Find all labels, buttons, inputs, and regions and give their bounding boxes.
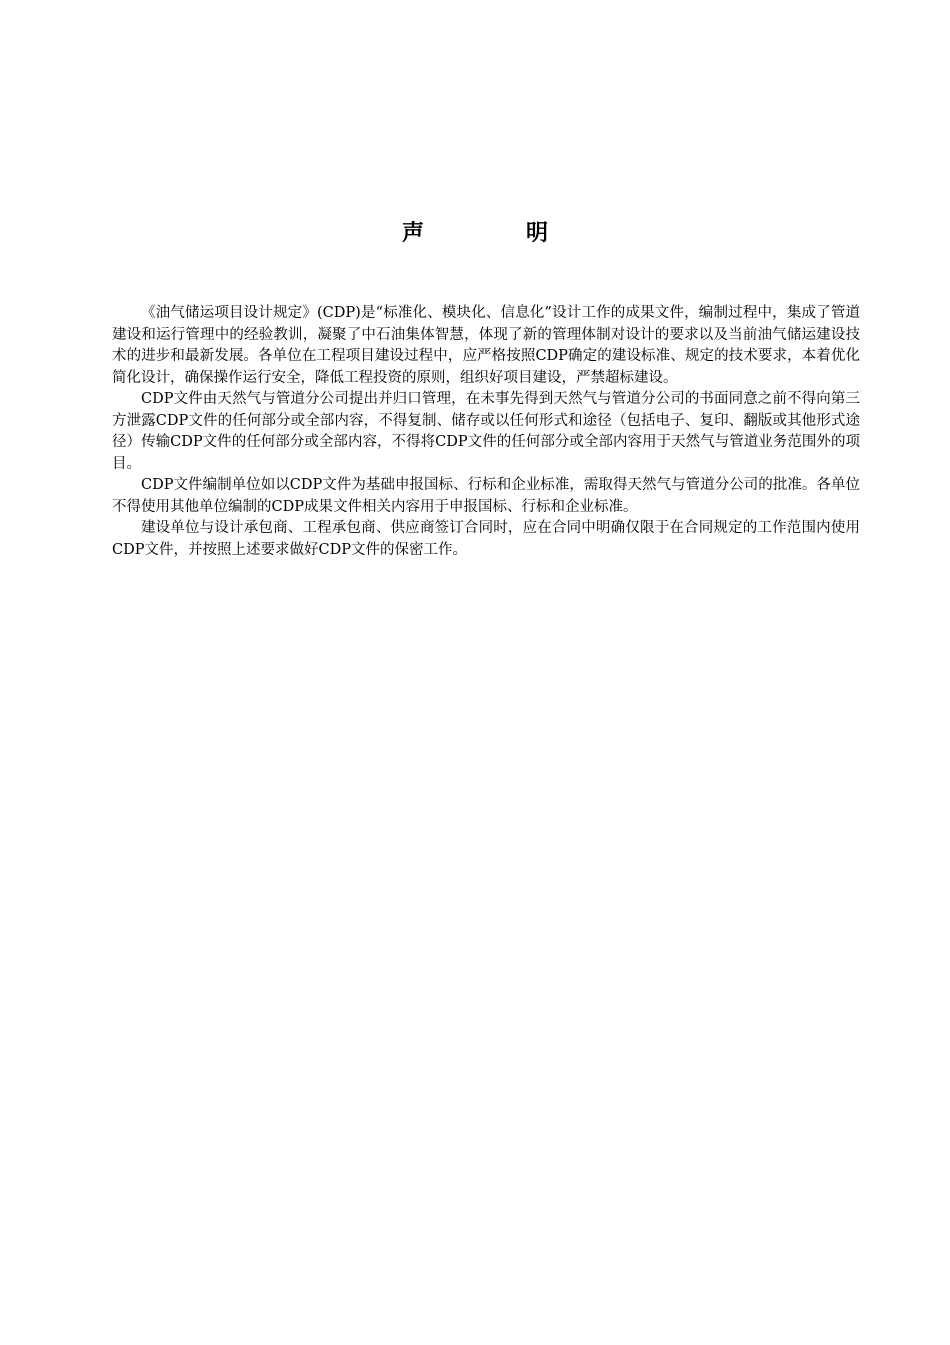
paragraph-2: CDP文件由天然气与管道分公司提出并归口管理，在未事先得到天然气与管道分公司的书面同意之前不得向第三方泄露CDP文件的任何部分或全部内容，不得复制、储存或以任何形式和途径（包括电子、复印、翻版或其他形式途径）传输CDP文件的任何部分或全部内容，不得将CDP文件的任何部分或全部内容用于天然气与管道业务范围外的项目。 xyxy=(112,391,860,472)
paragraph-4: 建设单位与设计承包商、工程承包商、供应商签订合同时，应在合同中明确仅限于在合同规定的工作范围内使用CDP文件，并按照上述要求做好CDP文件的保密工作。 xyxy=(112,520,860,558)
page-title: 声 明 xyxy=(401,221,588,246)
paragraph-3: CDP文件编制单位如以CDP文件为基础申报国标、行标和企业标准，需取得天然气与管道分公司的批准。各单位不得使用其他单位编制的CDP成果文件相关内容用于申报国标、行标和企业标准。 xyxy=(112,477,860,515)
paragraph-1: 《油气储运项目设计规定》(CDP)是“标准化、模块化、信息化”设计工作的成果文件，编制过程中，集成了管道建设和运行管理中的经验教训，凝聚了中石油集体智慧，体现了新的管理体制对设计的要求以及当前油气储运建设技术的进步和最新发展。各单位在工程项目建设过程中，应严格按照CDP确定的建设标准、规定的技术要求，本着优化简化设计，确保操作运行安全，降低工程投资的原则，组织好项目建设，严禁超标建设。 xyxy=(112,305,860,386)
statement-body xyxy=(112,303,860,561)
